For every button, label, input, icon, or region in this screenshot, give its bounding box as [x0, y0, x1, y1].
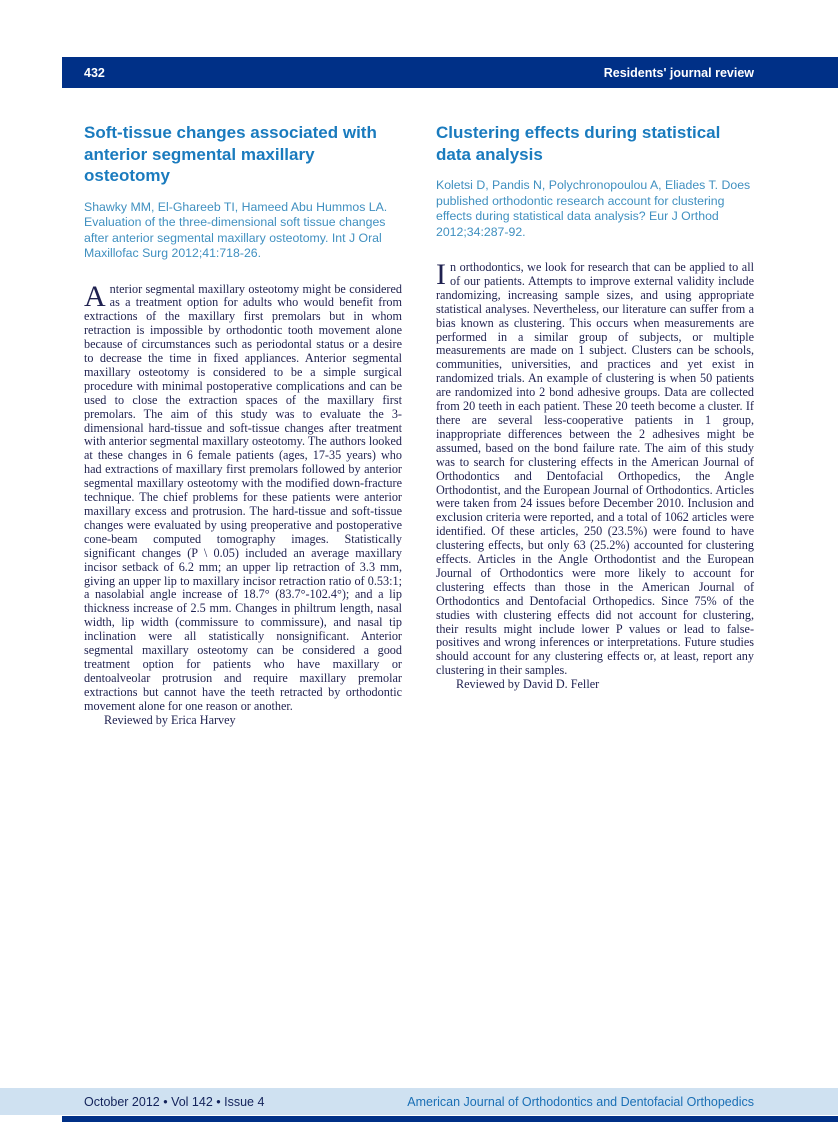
drop-cap: A	[84, 279, 106, 313]
drop-cap: I	[436, 258, 446, 291]
article-right	[436, 122, 754, 728]
section-title: Residents' journal review	[603, 65, 754, 80]
article-citation: Shawky MM, El-Ghareeb TI, Hameed Abu Hummos LA. Evaluation of the three-dimensional soft tissue changes after anterior segmental maxillary osteotomy. Int J Oral Maxillofac Surg 2012;41:718-26.	[84, 199, 388, 260]
article-left	[84, 122, 402, 728]
article-body	[84, 279, 402, 728]
footer-rule-bar	[62, 1116, 838, 1122]
page-footer	[0, 1088, 838, 1115]
article-columns	[84, 122, 754, 728]
article-title: Clustering effects during statistical data analysis	[436, 123, 721, 164]
footer-issue-info: October 2012 • Vol 142 • Issue 4	[84, 1094, 265, 1109]
body-text: n orthodontics, we look for research that can be applied to all of our patients. Attempts to improve external validity include randomizing, increasing sample sizes, and using appropriate statistical analyses. Nevertheless, our literature can suffer from a bias known as clustering. This occurs when measurements are performed in a similar group of subjects, or multiple measurements are made on 1 subject. Clusters can be schools, communities, universities, and practices and yet exist in randomized trials. An example of clustering is when 50 patients are randomized into 2 bond adhesive groups. Data are collected from 20 teeth in each patient. These 20 teeth become a cluster. If there are several less-cooperative patients in 1 group, inappropriate differences between the 2 adhesives might be assumed, based on the bond failure rate. The aim of this study was to search for clustering effects in the American Journal of Orthodontics and Dentofacial Orthopedics, the Angle Orthodontist, and the European Journal of Orthodontics. Articles were taken from 24 issues before December 2010. Inclusion and exclusion criteria were reported, and a total of 1062 articles were identified. Of these articles, 250 (23.5%) were found to have clustering effects, but only 63 (25.2%) accounted for clustering effects. Articles in the Angle Orthodontist and the European Journal of Orthodontics were more likely to account for clustering effects than those in the American Journal of Orthodontics and Dentofacial Orthopedics. Since 75% of the studies with clustering effects did not account for clustering, their results might include lower P values or lead to false-positives and wrong inferences or interpretations. Future studies should account for any clustering effects or, at least, report any clustering in their samples.	[436, 260, 754, 678]
reviewer-line: Reviewed by Erica Harvey	[104, 712, 236, 727]
body-text: nterior segmental maxillary osteotomy might be considered as a treatment option for adults who would benefit from extractions of the maxillary first premolars but in whom retraction is impossible by orthodontic tooth movement alone because of circumstances such as periodontal status or a desire to decrease the time in fixed appliances. Anterior segmental maxillary osteotomy is considered to be a simple surgical procedure with minimal postoperative complications and can be used to close the extraction spaces of the maxillary first premolars. The aim of this study was to evaluate the 3-dimensional hard-tissue and soft-tissue changes after treatment with anterior segmental maxillary osteotomy. The authors looked at these changes in 6 female patients (ages, 17-35 years) who had extractions of maxillary first premolars followed by anterior segmental maxillary osteotomy with the modified down-fracture technique. The chief problems for these patients were anterior maxillary excess and protrusion. The hard-tissue and soft-tissue changes were evaluated by using preoperative and postoperative cone-beam computed tomography images. Statistically significant changes (P \ 0.05) included an average maxillary incisor setback of 6.2 mm; an upper lip retraction of 3.3 mm, giving an upper lip to maxillary incisor retraction ratio of 0.53:1; a nasolabial angle increase of 18.7° (83.7°-102.4°); and a lip thickness increase of 2.5 mm. Changes in philtrum length, nasal width, lip width (commissure to commissure), and nasal tip inclination were all statistically nonsignificant. Anterior segmental maxillary osteotomy can be considered a good treatment option for patients who have maxillary or dentoalveolar protrusion and require maxillary premolar extractions but cannot have the teeth retracted by orthodontic movement alone for one reason or another.	[84, 281, 402, 713]
reviewer-line: Reviewed by David D. Feller	[456, 677, 600, 692]
page-number: 432	[84, 65, 105, 80]
article-body	[436, 258, 754, 692]
page-header	[62, 57, 838, 88]
footer-journal-name: American Journal of Orthodontics and Dentofacial Orthopedics	[407, 1094, 754, 1109]
article-title: Soft-tissue changes associated with anterior segmental maxillary osteotomy	[84, 123, 377, 185]
article-citation: Koletsi D, Pandis N, Polychronopoulou A, Eliades T. Does published orthodontic research account for clustering effects during statistical data analysis? Eur J Orthod 2012;34:287-92.	[436, 178, 751, 239]
